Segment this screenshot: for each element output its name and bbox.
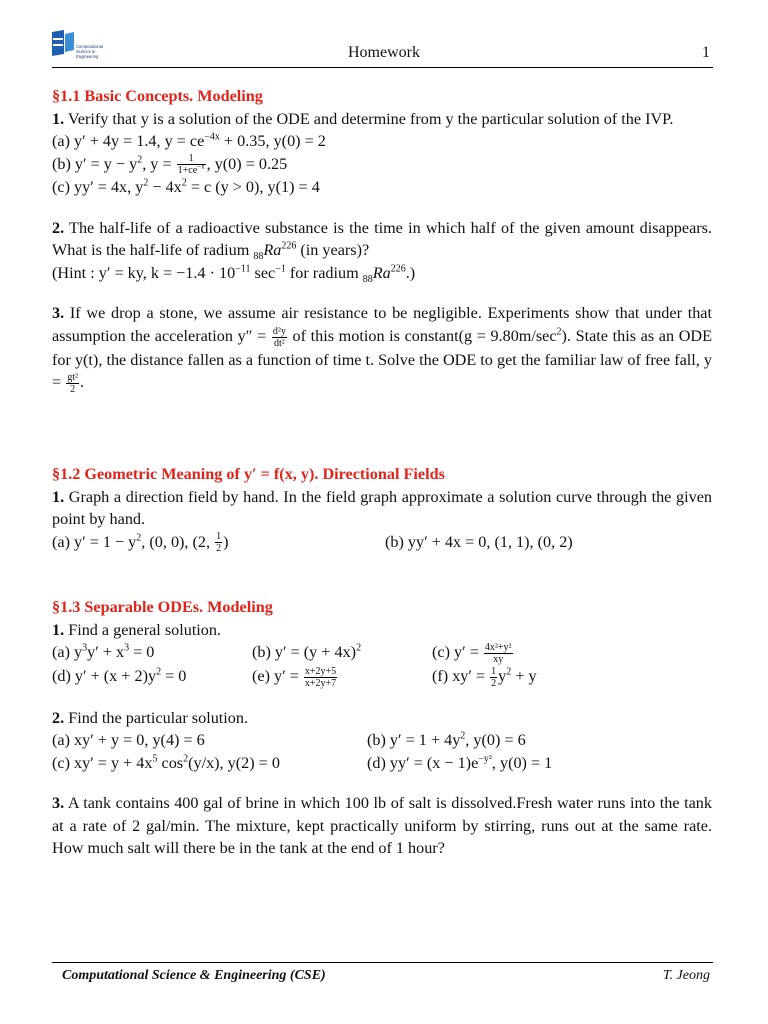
denominator: xy bbox=[493, 653, 504, 665]
problem-1-3-3 bbox=[52, 792, 712, 860]
denominator: x+2y+7 bbox=[304, 677, 337, 689]
problem-1-3-2-row-2 bbox=[52, 752, 712, 775]
hint-text: for radium bbox=[285, 263, 363, 282]
eq-part: + y bbox=[511, 666, 537, 685]
fraction bbox=[490, 666, 497, 689]
problem-1-1-2-hint bbox=[52, 262, 712, 285]
fraction bbox=[304, 666, 337, 689]
footer-rule bbox=[52, 962, 713, 963]
eq-part: = 0 bbox=[161, 666, 187, 685]
problem-1-3-2-row-1 bbox=[52, 729, 712, 752]
eq-part: , y(0) = 1 bbox=[491, 753, 553, 772]
part-c bbox=[432, 641, 514, 665]
eq-part: y′ + x bbox=[87, 643, 125, 661]
problem-1-3-1 bbox=[52, 619, 712, 642]
eq-part: (b) y′ = 1 + 4y bbox=[367, 731, 461, 750]
problem-text: If we drop a stone, we assume air resistance to be negligible. Experiments show that under that assumption the acceleration y″ = bbox=[52, 304, 712, 345]
footer-left: Computational Science & Engineering (CSE) bbox=[62, 968, 326, 983]
eq-part: (a) y′ + 4y = 1.4, y = ce bbox=[52, 132, 205, 150]
eq-exponent: 3 bbox=[124, 642, 130, 654]
eq-exponent: 2 bbox=[183, 753, 189, 765]
fraction bbox=[272, 326, 287, 349]
header-rule bbox=[52, 67, 713, 68]
numerator: gt² bbox=[67, 371, 78, 383]
part-f bbox=[432, 665, 537, 689]
header-title: Homework bbox=[348, 44, 420, 61]
denominator: 2 bbox=[216, 543, 222, 555]
problem-1-3-1-row-1 bbox=[52, 641, 712, 665]
superscript: 2 bbox=[556, 326, 562, 338]
numerator: 1 bbox=[177, 153, 206, 165]
eq-part: (b) y′ = y − y bbox=[52, 154, 138, 173]
superscript: −1 bbox=[275, 263, 286, 275]
eq-part: (a) y bbox=[52, 643, 83, 661]
denominator-exponent: −x bbox=[197, 162, 205, 171]
eq-part: y bbox=[498, 666, 507, 685]
problem-number: 1. bbox=[52, 487, 65, 506]
fraction bbox=[215, 531, 222, 554]
problem-text: Graph a direction field by hand. In the field graph approximate a solution curve through the given point by hand. bbox=[52, 487, 712, 528]
section-heading: §1.2 Geometric Meaning of y′ = f(x, y). Directional Fields bbox=[52, 465, 445, 483]
part-a bbox=[52, 641, 252, 665]
denominator: 2 bbox=[70, 383, 76, 395]
footer-author: T. Jeong bbox=[662, 968, 710, 983]
problem-1-1-2 bbox=[52, 217, 712, 262]
part-c bbox=[52, 752, 367, 775]
section-1-3 bbox=[52, 596, 712, 860]
logo-text-line-3: Engineering bbox=[76, 54, 99, 59]
section-heading: §1.3 Separable ODEs. Modeling bbox=[52, 598, 273, 616]
problem-1-2-1-parts bbox=[52, 531, 712, 555]
numerator: x+2y+5 bbox=[304, 665, 337, 677]
fraction bbox=[177, 153, 206, 176]
eq-part: (d) yy′ = (x − 1)e bbox=[367, 753, 479, 772]
eq-part: , (0, 0), (2, bbox=[141, 532, 215, 551]
superscript: 226 bbox=[281, 240, 297, 252]
numerator: 1 bbox=[216, 531, 222, 543]
problem-1-3-2 bbox=[52, 707, 712, 730]
problem-1-3-1-row-2 bbox=[52, 665, 712, 689]
eq-exponent: 2 bbox=[460, 730, 466, 742]
eq-part: (c) xy′ = y + 4x bbox=[52, 753, 153, 772]
logo-text-line-2: Science & bbox=[76, 49, 95, 54]
symbol: Ra bbox=[372, 263, 391, 282]
part-b: (b) yy′ + 4x = 0, (1, 1), (0, 2) bbox=[385, 532, 573, 551]
problem-number: 2. bbox=[52, 708, 65, 727]
eq-exponent: −4x bbox=[204, 131, 220, 143]
eq-exponent: 3 bbox=[82, 642, 88, 654]
eq-part: (y/x), y(2) = 0 bbox=[188, 753, 280, 772]
eq-part: (c) yy′ = 4x, y bbox=[52, 178, 144, 197]
problem-text: Verify that y is a solution of the ODE and determine from y the particular solution of the IVP. bbox=[64, 109, 674, 128]
eq-exponent: 2 bbox=[156, 666, 162, 678]
hint-text: .) bbox=[405, 263, 416, 282]
eq-part: (c) y′ = bbox=[432, 643, 483, 661]
section-1-1 bbox=[52, 85, 712, 395]
problem-text: ). State this as an ODE for y(t), the distance fallen as a function of time t. Solve the ODE to get the familiar law of free fall, y = bbox=[52, 326, 712, 392]
eq-part: ) bbox=[223, 532, 229, 551]
superscript: −11 bbox=[235, 263, 251, 275]
section-heading: §1.1 Basic Concepts. Modeling bbox=[52, 87, 263, 105]
subscript: 88 bbox=[362, 274, 373, 286]
eq-part: = 0 bbox=[129, 643, 155, 661]
part-e bbox=[252, 665, 432, 689]
problem-text: of this motion is constant(g = 9.80m/sec bbox=[287, 326, 557, 345]
eq-part: = c (y > 0), y(1) = 4 bbox=[186, 178, 320, 197]
eq-part: , y(0) = 0.25 bbox=[206, 154, 288, 173]
problem-number: 3. bbox=[52, 794, 65, 813]
logo-text-line-1: Computational bbox=[76, 44, 104, 49]
problem-text: Find the particular solution. bbox=[64, 708, 249, 727]
hint-text: sec bbox=[250, 263, 276, 282]
eq-part: − 4x bbox=[148, 178, 182, 197]
eq-part: (d) y′ + (x + 2)y bbox=[52, 666, 157, 685]
part-d bbox=[52, 665, 252, 689]
part-a: (a) xy′ + y = 0, y(4) = 6 bbox=[52, 731, 205, 750]
fraction bbox=[66, 372, 79, 395]
symbol: Ra bbox=[263, 241, 282, 260]
eq-exponent: 2 bbox=[356, 642, 362, 654]
part-a bbox=[52, 531, 385, 555]
hint-text: (Hint : y′ = ky, k = −1.4 · 10 bbox=[52, 263, 236, 282]
problem-1-2-1 bbox=[52, 486, 712, 531]
numerator: 1 bbox=[491, 665, 497, 677]
problem-1-1-1-c bbox=[52, 176, 712, 199]
problem-text: The half-life of a radioactive substance is the time in which half of the given amount disappears. What is the half-life of radium bbox=[52, 218, 712, 260]
eq-exponent: 2 bbox=[181, 177, 187, 189]
part-b bbox=[252, 641, 432, 665]
problem-text: Find a general solution. bbox=[64, 620, 222, 639]
problem-text: . bbox=[79, 373, 85, 392]
problem-text: (in years)? bbox=[296, 241, 370, 260]
eq-exponent: 2 bbox=[137, 154, 143, 166]
eq-part: , y(0) = 6 bbox=[465, 731, 526, 750]
subscript: 88 bbox=[253, 251, 264, 263]
eq-part: cos bbox=[157, 753, 184, 772]
eq-exponent: 2 bbox=[506, 666, 512, 678]
page-number: 1 bbox=[702, 44, 710, 61]
problem-number: 1. bbox=[52, 620, 65, 639]
eq-exponent: 2 bbox=[136, 532, 142, 544]
problem-number: 3. bbox=[52, 304, 65, 323]
eq-part: (a) y′ = 1 − y bbox=[52, 532, 137, 551]
eq-part: , y = bbox=[142, 154, 176, 173]
denominator: dt² bbox=[273, 337, 285, 349]
eq-part: (b) y′ = (y + 4x) bbox=[252, 643, 357, 661]
eq-part: (e) y′ = bbox=[252, 666, 303, 685]
problem-text: A tank contains 400 gal of brine in which 100 lb of salt is dissolved.Fresh water runs into the tank at a rate of 2 gal/min. The mixture, kept practically uniform by stirring, runs out at the same rate. How much salt will there be in the tank at the end of 1 hour? bbox=[52, 794, 712, 858]
eq-part: (f) xy′ = bbox=[432, 666, 490, 685]
section-1-2 bbox=[52, 463, 712, 554]
problem-1-1-1 bbox=[52, 108, 712, 131]
eq-exponent: −y² bbox=[478, 753, 492, 765]
eq-exponent: 5 bbox=[152, 753, 158, 765]
denominator-base: 1+ce bbox=[177, 165, 198, 177]
problem-1-1-3 bbox=[52, 302, 712, 395]
fraction bbox=[484, 642, 513, 665]
problem-number: 2. bbox=[52, 218, 65, 237]
denominator bbox=[177, 162, 206, 177]
problem-1-1-1-b bbox=[52, 153, 712, 177]
problem-1-1-1-a bbox=[52, 130, 712, 153]
eq-exponent: 2 bbox=[143, 177, 149, 189]
superscript: 226 bbox=[390, 263, 406, 275]
problem-number: 1. bbox=[52, 109, 65, 128]
eq-part: + 0.35, y(0) = 2 bbox=[219, 132, 326, 150]
numerator: 4x²+y² bbox=[484, 641, 512, 653]
part-b bbox=[367, 729, 526, 752]
part-d bbox=[367, 752, 552, 775]
denominator: 2 bbox=[491, 677, 497, 689]
numerator: d²y bbox=[272, 325, 286, 337]
